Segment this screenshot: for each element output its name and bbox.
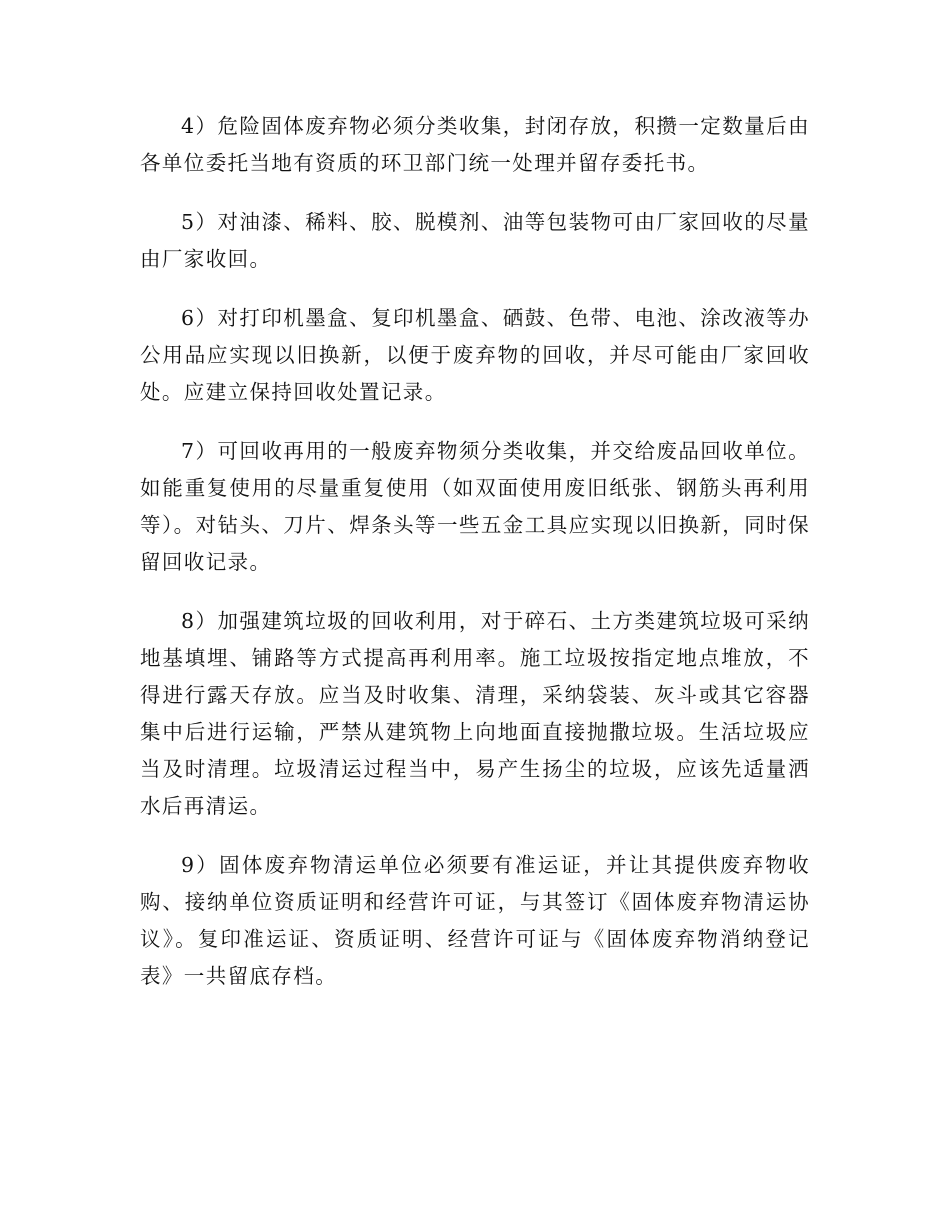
paragraph-item-4: 4）危险固体废弃物必须分类收集，封闭存放，积攒一定数量后由各单位委托当地有资质的环卫部门统一处理并留存委托书。 bbox=[140, 114, 810, 175]
paragraph-item-9: 9）固体废弃物清运单位必须要有准运证，并让其提供废弃物收购、接纳单位资质证明和经营许可证，与其签订《固体废弃物清运协议》。复印准运证、资质证明、经营许可证与《固体废弃物消纳登记表》一共留底存档。 bbox=[140, 853, 810, 988]
paragraph-item-7: 7）可回收再用的一般废弃物须分类收集，并交给废品回收单位。如能重复使用的尽量重复使用（如双面使用废旧纸张、钢筋头再利用等）。对钻头、刀片、焊条头等一些五金工具应实现以旧换新，同时保留回收记录。 bbox=[140, 439, 810, 574]
paragraph-item-8: 8）加强建筑垃圾的回收利用，对于碎石、土方类建筑垃圾可采纳地基填埋、铺路等方式提高再利用率。施工垃圾按指定地点堆放，不得进行露天存放。应当及时收集、清理，采纳袋装、灰斗或其它容器集中后进行运输，严禁从建筑物上向地面直接抛撒垃圾。生活垃圾应当及时清理。垃圾清运过程当中，易产生扬尘的垃圾，应该先适量洒水后再清运。 bbox=[140, 609, 810, 818]
paragraph-item-5: 5）对油漆、稀料、胶、脱模剂、油等包装物可由厂家回收的尽量由厂家收回。 bbox=[140, 210, 810, 271]
paragraph-item-6: 6）对打印机墨盒、复印机墨盒、硒鼓、色带、电池、涂改液等办公用品应实现以旧换新，以便于废弃物的回收，并尽可能由厂家回收处。应建立保持回收处置记录。 bbox=[140, 306, 810, 404]
document-body bbox=[140, 108, 810, 1017]
